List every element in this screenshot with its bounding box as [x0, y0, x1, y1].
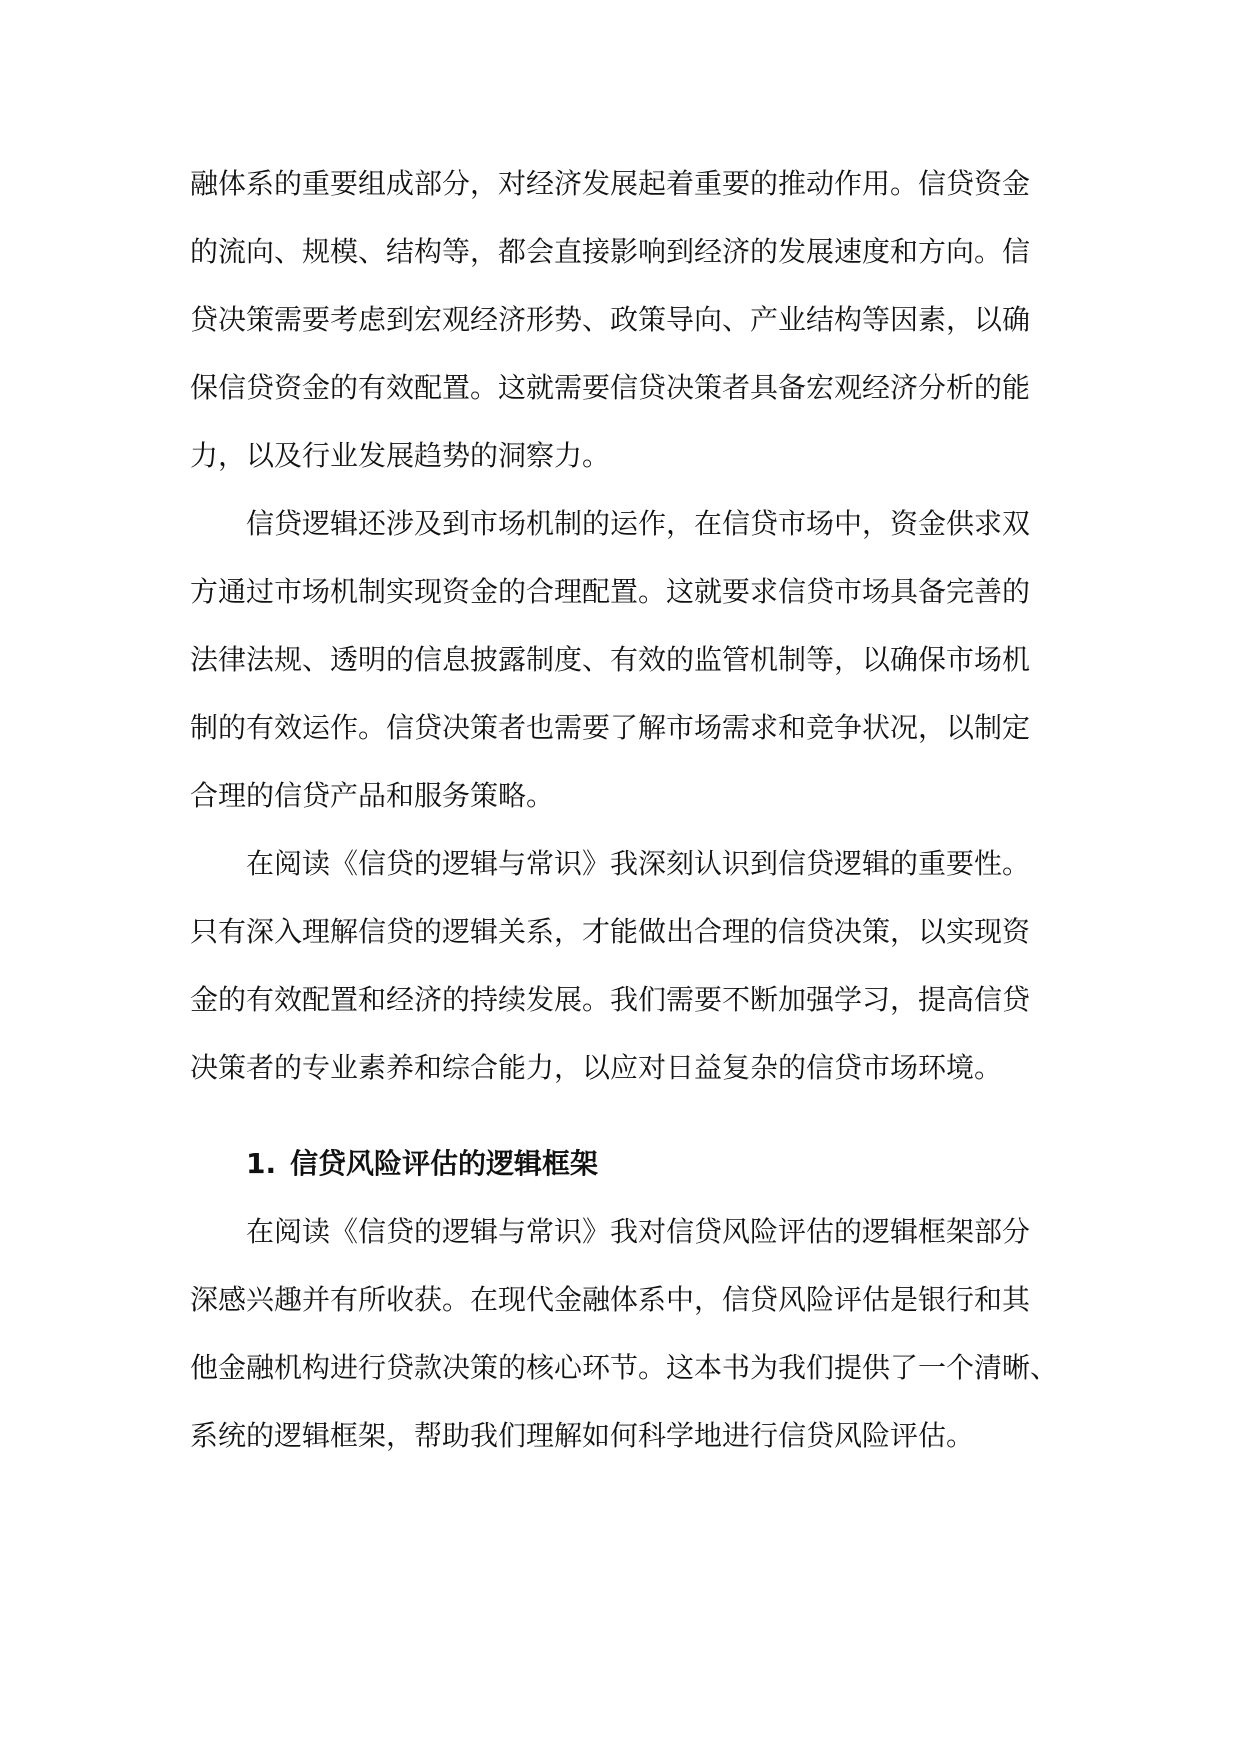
text-line: 决策者的专业素养和综合能力，以应对日益复杂的信贷市场环境。 — [190, 1051, 1003, 1084]
paragraph-3 — [190, 830, 1050, 1102]
text-line: 信贷逻辑还涉及到市场机制的运作，在信贷市场中，资金供求双 — [246, 507, 1031, 540]
paragraph-4 — [190, 1198, 1059, 1470]
section-heading — [190, 1130, 1050, 1198]
text-line: 的流向、规模、结构等，都会直接影响到经济的发展速度和方向。信 — [190, 235, 1031, 268]
text-line: 力，以及行业发展趋势的洞察力。 — [190, 439, 611, 472]
text-line: 系统的逻辑框架，帮助我们理解如何科学地进行信贷风险评估。 — [190, 1419, 975, 1452]
text-line: 他金融机构进行贷款决策的核心环节。这本书为我们提供了一个清晰、 — [190, 1351, 1059, 1384]
text-line: 金的有效配置和经济的持续发展。我们需要不断加强学习，提高信贷 — [190, 983, 1031, 1016]
section-title: 信贷风险评估的逻辑框架 — [290, 1147, 599, 1180]
text-line: 制的有效运作。信贷决策者也需要了解市场需求和竞争状况，以制定 — [190, 711, 1031, 744]
text-line: 融体系的重要组成部分，对经济发展起着重要的推动作用。信贷资金 — [190, 167, 1031, 200]
text-line: 在阅读《信贷的逻辑与常识》我深刻认识到信贷逻辑的重要性。 — [246, 847, 1031, 880]
text-line: 法律法规、透明的信息披露制度、有效的监管机制等，以确保市场机 — [190, 643, 1031, 676]
paragraph-2 — [190, 490, 1050, 830]
text-line: 保信贷资金的有效配置。这就需要信贷决策者具备宏观经济分析的能 — [190, 371, 1031, 404]
text-line: 只有深入理解信贷的逻辑关系，才能做出合理的信贷决策，以实现资 — [190, 915, 1031, 948]
text-line: 贷决策需要考虑到宏观经济形势、政策导向、产业结构等因素，以确 — [190, 303, 1031, 336]
text-line: 在阅读《信贷的逻辑与常识》我对信贷风险评估的逻辑框架部分 — [246, 1215, 1031, 1248]
text-line: 合理的信贷产品和服务策略。 — [190, 779, 555, 812]
document-body — [190, 150, 1059, 1470]
text-line: 深感兴趣并有所收获。在现代金融体系中，信贷风险评估是银行和其 — [190, 1283, 1031, 1316]
section-number: 1. — [246, 1147, 277, 1180]
text-line: 方通过市场机制实现资金的合理配置。这就要求信贷市场具备完善的 — [190, 575, 1031, 608]
paragraph-1 — [190, 150, 1050, 490]
